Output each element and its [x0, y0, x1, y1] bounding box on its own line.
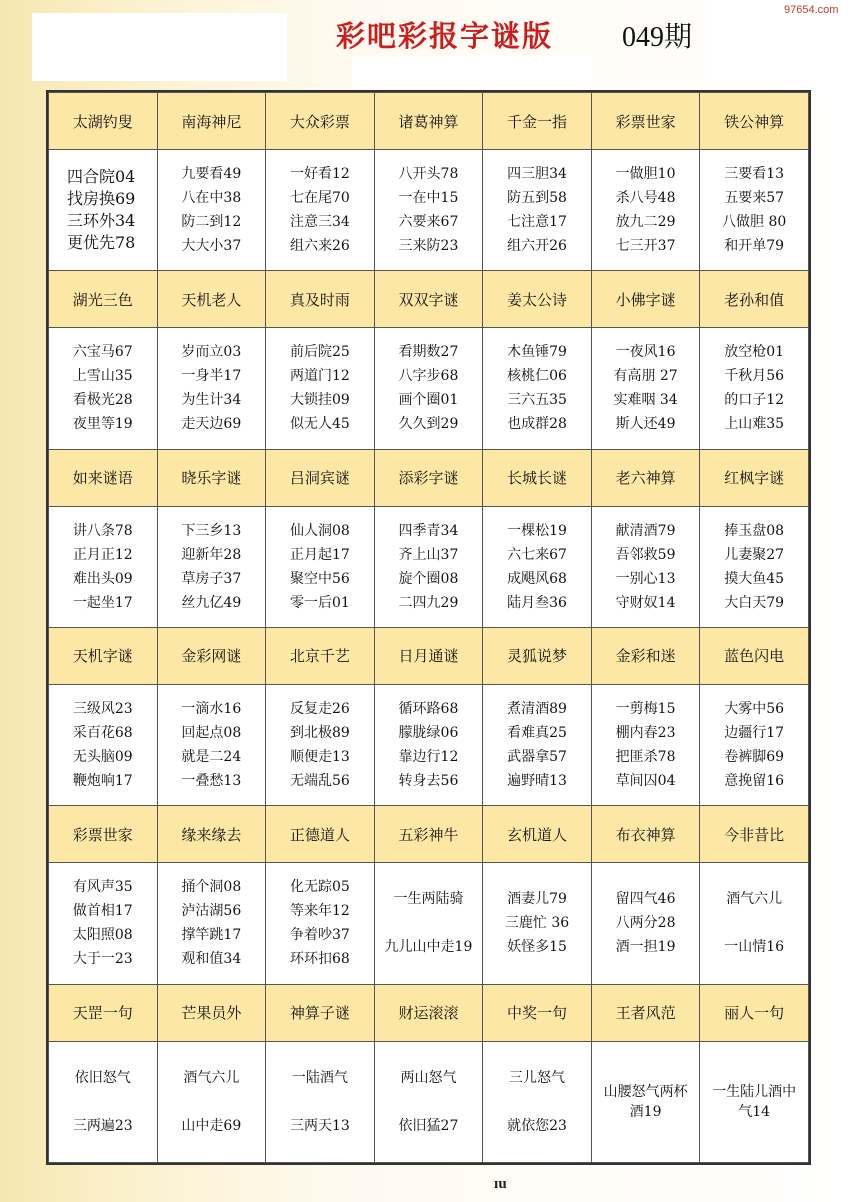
riddle-line: 一滴水16 — [181, 701, 242, 718]
riddle-line: 做首相17 — [72, 903, 133, 920]
riddle-cell — [157, 328, 266, 449]
column-header: 玄机道人 — [483, 806, 592, 863]
riddle-line: 夜里等19 — [72, 416, 133, 433]
column-header: 晓乐字谜 — [157, 449, 266, 506]
riddle-line: 四季青34 — [398, 522, 459, 539]
riddle-row — [49, 506, 809, 627]
riddle-line: 久久到29 — [398, 416, 459, 433]
riddle-line: 无端乱56 — [289, 773, 350, 790]
riddle-line: 遍野晴13 — [507, 773, 567, 790]
riddle-cell — [266, 863, 375, 984]
column-header: 蓝色闪电 — [700, 627, 809, 684]
riddle-row — [49, 328, 809, 449]
riddle-cell — [49, 684, 158, 805]
column-header: 五彩神牛 — [374, 806, 483, 863]
riddle-line: 走天边69 — [181, 416, 242, 433]
riddle-cell — [700, 863, 809, 984]
riddle-line: 上雪山35 — [72, 368, 133, 385]
riddle-line: 草房子37 — [181, 570, 242, 587]
riddle-cell — [591, 1041, 700, 1162]
riddle-cell — [483, 863, 592, 984]
column-header: 芒果员外 — [157, 984, 266, 1041]
riddle-line: 八两分28 — [615, 915, 676, 932]
header-row — [49, 806, 809, 863]
riddle-line: 六要来67 — [398, 214, 459, 231]
riddle-line: 三环外34 — [67, 211, 136, 231]
riddle-line: 成飓风68 — [507, 570, 567, 587]
column-header: 灵狐说梦 — [483, 627, 592, 684]
spacer — [483, 1090, 591, 1114]
riddle-line: 武器拿57 — [507, 749, 567, 766]
riddle-line: 四三胆34 — [507, 166, 567, 183]
riddle-line: 草间囚04 — [615, 773, 676, 790]
riddle-row — [49, 684, 809, 805]
riddle-cell — [374, 328, 483, 449]
column-header: 诸葛神算 — [374, 93, 483, 150]
riddle-line: 陆月叁36 — [507, 594, 567, 611]
riddle-line: 大大小37 — [181, 238, 242, 255]
issue-number: 049期 — [622, 22, 693, 53]
column-header: 长城长谜 — [483, 449, 592, 506]
riddle-cell — [266, 150, 375, 271]
riddle-line: 找房换69 — [67, 189, 136, 209]
riddle-line: 七注意17 — [507, 214, 567, 231]
riddle-line: 等来年12 — [289, 903, 350, 920]
riddle-line: 泸沽湖56 — [181, 903, 242, 920]
riddle-line: 九儿山中走19 — [384, 939, 473, 956]
blank-box-left — [32, 13, 287, 81]
riddle-cell — [700, 328, 809, 449]
column-header: 正德道人 — [266, 806, 375, 863]
riddle-line: 一做胆10 — [615, 166, 676, 183]
riddle-line: 酒气六儿 — [726, 891, 783, 908]
riddle-line: 摸大鱼45 — [724, 570, 785, 587]
riddle-line: 卷裤脚69 — [724, 749, 785, 766]
riddle-line: 仙人洞08 — [289, 522, 350, 539]
riddle-line: 防五到58 — [507, 190, 567, 207]
riddle-line: 有风声35 — [72, 879, 133, 896]
column-header: 金彩和迷 — [591, 627, 700, 684]
riddle-line: 大锁挂09 — [289, 392, 350, 409]
column-header: 姜太公诗 — [483, 271, 592, 328]
riddle-line: 三鹿忙 36 — [504, 915, 570, 932]
column-header: 神算子谜 — [266, 984, 375, 1041]
column-header: 天机老人 — [157, 271, 266, 328]
column-header: 双双字谜 — [374, 271, 483, 328]
riddle-line: 捧玉盘08 — [724, 522, 785, 539]
riddle-line: 四合院04 — [67, 167, 136, 187]
riddle-line: 看难真25 — [507, 725, 567, 742]
riddle-line: 大白天79 — [724, 594, 785, 611]
column-header: 财运滚滚 — [374, 984, 483, 1041]
riddle-line: 太阳照08 — [72, 927, 133, 944]
riddle-line: 正月起17 — [289, 546, 350, 563]
riddle-line: 依旧猛27 — [398, 1117, 459, 1134]
riddle-cell — [49, 863, 158, 984]
riddle-line: 看期数27 — [398, 344, 459, 361]
riddle-cell — [700, 150, 809, 271]
column-header: 王者风范 — [591, 984, 700, 1041]
column-header: 老孙和值 — [700, 271, 809, 328]
riddle-line: 岁而立03 — [181, 344, 242, 361]
riddle-grid — [46, 90, 811, 1165]
riddle-line: 注意三34 — [289, 214, 350, 231]
riddle-line: 斯人还49 — [615, 416, 676, 433]
riddle-line: 讲八条78 — [72, 522, 133, 539]
header-row — [49, 984, 809, 1041]
riddle-line: 无头脑09 — [72, 749, 133, 766]
riddle-cell — [374, 506, 483, 627]
riddle-line: 转身去56 — [398, 773, 459, 790]
riddle-cell — [591, 328, 700, 449]
riddle-line: 捅个洞08 — [181, 879, 242, 896]
header-row — [49, 627, 809, 684]
riddle-cell — [700, 684, 809, 805]
riddle-cell — [483, 506, 592, 627]
riddle-line: 组六来26 — [289, 238, 350, 255]
riddle-line: 木鱼锤79 — [507, 344, 567, 361]
riddle-line: 聚空中56 — [289, 570, 350, 587]
riddle-line: 丝九亿49 — [181, 594, 242, 611]
riddle-line: 留四气46 — [615, 891, 676, 908]
riddle-line: 为生计34 — [181, 392, 242, 409]
riddle-line: 儿妻聚27 — [724, 546, 785, 563]
riddle-line: 看极光28 — [72, 392, 133, 409]
riddle-cell — [157, 1041, 266, 1162]
riddle-cell — [374, 150, 483, 271]
riddle-line: 七在尾70 — [289, 190, 350, 207]
riddle-line: 一好看12 — [289, 166, 350, 183]
riddle-cell — [591, 684, 700, 805]
riddle-cell — [49, 328, 158, 449]
riddle-line: 酒一担19 — [615, 939, 676, 956]
riddle-cell — [266, 1041, 375, 1162]
riddle-line: 煮清酒89 — [507, 701, 567, 718]
riddle-line: 就是二24 — [181, 749, 242, 766]
column-header: 真及时雨 — [266, 271, 375, 328]
riddle-cell — [157, 684, 266, 805]
riddle-line: 边疆行17 — [724, 725, 785, 742]
column-header: 彩票世家 — [591, 93, 700, 150]
riddle-line: 二四九29 — [398, 594, 459, 611]
riddle-line: 上山难35 — [724, 416, 785, 433]
riddle-line: 酒妻儿79 — [507, 891, 567, 908]
riddle-line: 齐上山37 — [398, 546, 459, 563]
riddle-line: 献清酒79 — [615, 522, 676, 539]
riddle-line: 也成群28 — [507, 416, 567, 433]
riddle-line: 放空枪01 — [724, 344, 785, 361]
riddle-line: 三要看13 — [724, 166, 785, 183]
riddle-line: 迎新年28 — [181, 546, 242, 563]
riddle-line: 八开头78 — [398, 166, 459, 183]
riddle-cell — [49, 506, 158, 627]
riddle-cell — [49, 150, 158, 271]
riddle-line: 下三乡13 — [181, 522, 242, 539]
riddle-line: 一叠愁13 — [181, 773, 242, 790]
riddle-line: 三来防23 — [398, 238, 459, 255]
riddle-line: 棚内春23 — [615, 725, 676, 742]
riddle-line: 循环路68 — [398, 701, 459, 718]
page-title: 彩吧彩报字谜版 — [336, 19, 554, 53]
riddle-line: 组六开26 — [507, 238, 567, 255]
riddle-line: 旋个圈08 — [398, 570, 459, 587]
riddle-row — [49, 150, 809, 271]
riddle-line: 三级风23 — [72, 701, 133, 718]
riddle-cell — [157, 506, 266, 627]
riddle-line: 争着吵37 — [289, 927, 350, 944]
riddle-cell — [374, 684, 483, 805]
riddle-cell — [266, 684, 375, 805]
column-header: 红枫字谜 — [700, 449, 809, 506]
riddle-line: 反复走26 — [289, 701, 350, 718]
riddle-line: 一生陆儿酒中气14 — [712, 1083, 797, 1120]
riddle-cell — [483, 150, 592, 271]
riddle-line: 千秋月56 — [724, 368, 785, 385]
riddle-line: 六七来67 — [507, 546, 567, 563]
column-header: 吕洞宾谜 — [266, 449, 375, 506]
riddle-cell — [157, 863, 266, 984]
riddle-line: 八做胆 80 — [722, 214, 787, 231]
riddle-line: 九要看49 — [181, 166, 242, 183]
riddle-row — [49, 1041, 809, 1162]
riddle-line: 意挽留16 — [724, 773, 785, 790]
column-header: 缘来缘去 — [157, 806, 266, 863]
riddle-line: 六宝马67 — [72, 344, 133, 361]
riddle-cell — [483, 684, 592, 805]
riddle-cell — [157, 150, 266, 271]
riddle-cell — [266, 328, 375, 449]
column-header: 彩票世家 — [49, 806, 158, 863]
riddle-cell — [591, 863, 700, 984]
riddle-table — [48, 92, 809, 1163]
riddle-line: 撑竿跳17 — [181, 927, 242, 944]
riddle-line: 一别心13 — [615, 570, 676, 587]
column-header: 天机字谜 — [49, 627, 158, 684]
riddle-line: 一剪梅15 — [615, 701, 676, 718]
riddle-line: 环环扣68 — [289, 951, 350, 968]
riddle-line: 把匪杀78 — [615, 749, 676, 766]
riddle-line: 一生两陆骑 — [393, 891, 464, 908]
riddle-line: 回起点08 — [181, 725, 242, 742]
spacer — [266, 1090, 374, 1114]
column-header: 天罡一句 — [49, 984, 158, 1041]
column-header: 北京千艺 — [266, 627, 375, 684]
riddle-line: 一在中15 — [398, 190, 459, 207]
riddle-line: 三两遍23 — [72, 1117, 133, 1134]
riddle-line: 实难咽 34 — [613, 392, 678, 409]
riddle-line: 就依您23 — [507, 1117, 567, 1134]
riddle-cell — [700, 506, 809, 627]
riddle-line: 顺便走13 — [289, 749, 350, 766]
riddle-line: 似无人45 — [289, 416, 350, 433]
spacer — [375, 1090, 483, 1114]
riddle-line: 妖怪多15 — [507, 939, 567, 956]
blank-box-middle — [352, 56, 592, 88]
riddle-line: 三两天13 — [289, 1117, 350, 1134]
riddle-line: 核桃仁06 — [507, 368, 567, 385]
riddle-line: 守财奴14 — [615, 594, 676, 611]
riddle-line: 杀八号48 — [615, 190, 676, 207]
riddle-cell — [700, 1041, 809, 1162]
riddle-cell — [483, 328, 592, 449]
riddle-line: 难出头09 — [72, 570, 133, 587]
riddle-cell — [374, 1041, 483, 1162]
column-header: 如来谜语 — [49, 449, 158, 506]
header-row — [49, 93, 809, 150]
riddle-line: 正月正12 — [72, 546, 133, 563]
riddle-line: 山中走69 — [181, 1117, 242, 1134]
riddle-line: 前后院25 — [289, 344, 350, 361]
riddle-line: 一身半17 — [181, 368, 242, 385]
column-header: 铁公神算 — [700, 93, 809, 150]
riddle-line: 化无踪05 — [289, 879, 350, 896]
header-row — [49, 271, 809, 328]
riddle-line: 两山怒气 — [400, 1069, 457, 1086]
riddle-cell — [591, 150, 700, 271]
riddle-cell — [266, 506, 375, 627]
riddle-line: 画个圈01 — [398, 392, 459, 409]
riddle-line: 一棵松19 — [507, 522, 567, 539]
riddle-line: 观和值34 — [181, 951, 242, 968]
riddle-line: 更优先78 — [67, 233, 136, 253]
riddle-line: 一夜风16 — [615, 344, 676, 361]
riddle-line: 采百花68 — [72, 725, 133, 742]
riddle-line: 放九二29 — [615, 214, 676, 231]
riddle-line: 防二到12 — [181, 214, 242, 231]
riddle-line: 八在中38 — [181, 190, 242, 207]
riddle-line: 的口子12 — [724, 392, 785, 409]
riddle-line: 和开单79 — [724, 238, 785, 255]
riddle-line: 靠边行12 — [398, 749, 459, 766]
column-header: 老六神算 — [591, 449, 700, 506]
column-header: 千金一指 — [483, 93, 592, 150]
column-header: 太湖钓叟 — [49, 93, 158, 150]
riddle-line: 一陆酒气 — [291, 1069, 348, 1086]
riddle-line: 朦胧绿06 — [398, 725, 459, 742]
riddle-line: 一起坐17 — [72, 594, 133, 611]
spacer — [49, 1090, 157, 1114]
riddle-line: 山腰怒气两杯酒19 — [603, 1083, 688, 1120]
riddle-line: 酒气六儿 — [183, 1069, 240, 1086]
riddle-line: 一山情16 — [724, 939, 785, 956]
riddle-line: 三儿怒气 — [509, 1069, 566, 1086]
riddle-line: 大雾中56 — [724, 701, 785, 718]
riddle-line: 五要来57 — [724, 190, 785, 207]
riddle-line: 三六五35 — [507, 392, 567, 409]
riddle-row — [49, 863, 809, 984]
riddle-line: 八字步68 — [398, 368, 459, 385]
riddle-cell — [49, 1041, 158, 1162]
spacer — [158, 1090, 266, 1114]
riddle-cell — [374, 863, 483, 984]
riddle-line: 吾邻救59 — [615, 546, 676, 563]
column-header: 中奖一句 — [483, 984, 592, 1041]
spacer — [700, 911, 808, 935]
column-header: 布衣神算 — [591, 806, 700, 863]
column-header: 大众彩票 — [266, 93, 375, 150]
riddle-line: 零一后01 — [289, 594, 350, 611]
header-row — [49, 449, 809, 506]
riddle-line: 鞭炮响17 — [72, 773, 133, 790]
column-header: 丽人一句 — [700, 984, 809, 1041]
column-header: 小佛字谜 — [591, 271, 700, 328]
riddle-line: 七三开37 — [615, 238, 676, 255]
riddle-line: 有高朋 27 — [613, 368, 678, 385]
watermark: 97654.com — [784, 4, 839, 16]
column-header: 日月通谜 — [374, 627, 483, 684]
column-header: 今非昔比 — [700, 806, 809, 863]
spacer — [375, 911, 483, 935]
riddle-line: 依旧怒气 — [74, 1069, 131, 1086]
column-header: 南海神尼 — [157, 93, 266, 150]
riddle-line: 两道门12 — [289, 368, 350, 385]
riddle-cell — [483, 1041, 592, 1162]
column-header: 金彩网谜 — [157, 627, 266, 684]
column-header: 添彩字谜 — [374, 449, 483, 506]
riddle-line: 到北极89 — [289, 725, 350, 742]
footer-mark: ɪu — [494, 1176, 507, 1192]
column-header: 湖光三色 — [49, 271, 158, 328]
riddle-cell — [591, 506, 700, 627]
riddle-line: 大于一23 — [72, 951, 133, 968]
